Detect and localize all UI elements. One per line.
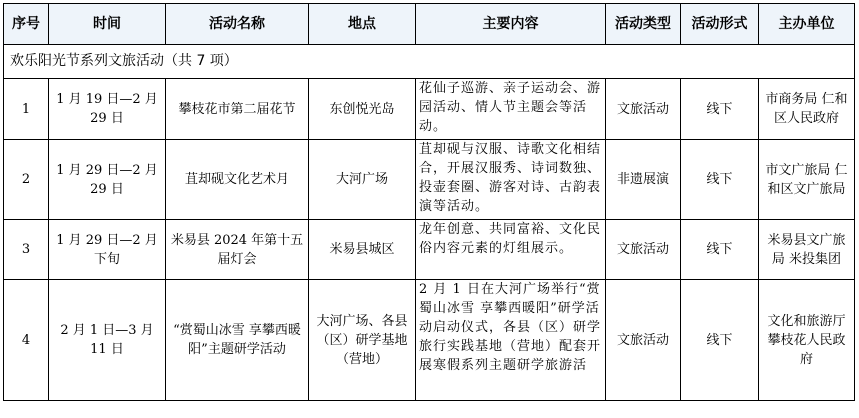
cell-organizer: 市商务局 仁和区人民政府 [759, 79, 855, 140]
cell-type: 文旅活动 [606, 280, 681, 401]
cell-organizer: 米易县文广旅局 米投集团 [759, 220, 855, 280]
cell-organizer: 文化和旅游厅 攀枝花人民政府 [759, 280, 855, 401]
cell-no: 3 [4, 220, 49, 280]
cell-place: 米易县城区 [309, 220, 416, 280]
header-place: 地点 [309, 4, 416, 45]
header-form: 活动形式 [681, 4, 759, 45]
cell-form: 线下 [681, 220, 759, 280]
section-title: 欢乐阳光节系列文旅活动（共 7 项） [4, 45, 855, 79]
cell-no: 4 [4, 280, 49, 401]
header-type: 活动类型 [606, 4, 681, 45]
cell-name: “赏蜀山冰雪 享攀西暖阳”主题研学活动 [166, 280, 309, 401]
cell-time: 1 月 19 日—2 月 29 日 [49, 79, 166, 140]
cell-type: 非遗展演 [606, 140, 681, 220]
cell-content: 花仙子巡游、亲子运动会、游园活动、情人节主题会等活动。 [416, 79, 606, 140]
table-row [4, 79, 855, 140]
cell-name: 攀枝花市第二届花节 [166, 79, 309, 140]
cell-organizer: 市文广旅局 仁和区文广旅局 [759, 140, 855, 220]
cell-form: 线下 [681, 280, 759, 401]
table-row [4, 140, 855, 220]
cell-name: 苴却砚文化艺术月 [166, 140, 309, 220]
cell-form: 线下 [681, 79, 759, 140]
header-content: 主要内容 [416, 4, 606, 45]
cell-form: 线下 [681, 140, 759, 220]
cell-content: 龙年创意、共同富裕、文化民俗内容元素的灯组展示。 [416, 220, 606, 280]
cell-no: 1 [4, 79, 49, 140]
section-row [4, 45, 855, 79]
cell-time: 1 月 29 日—2 月下旬 [49, 220, 166, 280]
header-organizer: 主办单位 [759, 4, 855, 45]
cell-name: 米易县 2024 年第十五届灯会 [166, 220, 309, 280]
cell-place: 大河广场、各县（区）研学基地（营地） [309, 280, 416, 401]
header-row [4, 4, 855, 45]
cell-content: 2 月 1 日在大河广场举行“赏蜀山冰雪 享攀西暖阳”研学活动启动仪式，各县（区）研学旅行实践基地（营地）配套开展寒假系列主题研学旅游活 [416, 280, 606, 401]
cell-content: 苴却砚与汉服、诗歌文化相结合，开展汉服秀、诗词数独、投壶套圈、游客对诗、古韵表演等活动。 [416, 140, 606, 220]
header-name: 活动名称 [166, 4, 309, 45]
cell-time: 1 月 29 日—2 月 29 日 [49, 140, 166, 220]
cell-no: 2 [4, 140, 49, 220]
table-row [4, 220, 855, 280]
cell-place: 东创悦光岛 [309, 79, 416, 140]
cell-type: 文旅活动 [606, 79, 681, 140]
header-time: 时间 [49, 4, 166, 45]
cell-type: 文旅活动 [606, 220, 681, 280]
activity-table [3, 3, 855, 401]
cell-time: 2 月 1 日—3 月 11 日 [49, 280, 166, 401]
table-row [4, 280, 855, 401]
header-no: 序号 [4, 4, 49, 45]
cell-place: 大河广场 [309, 140, 416, 220]
